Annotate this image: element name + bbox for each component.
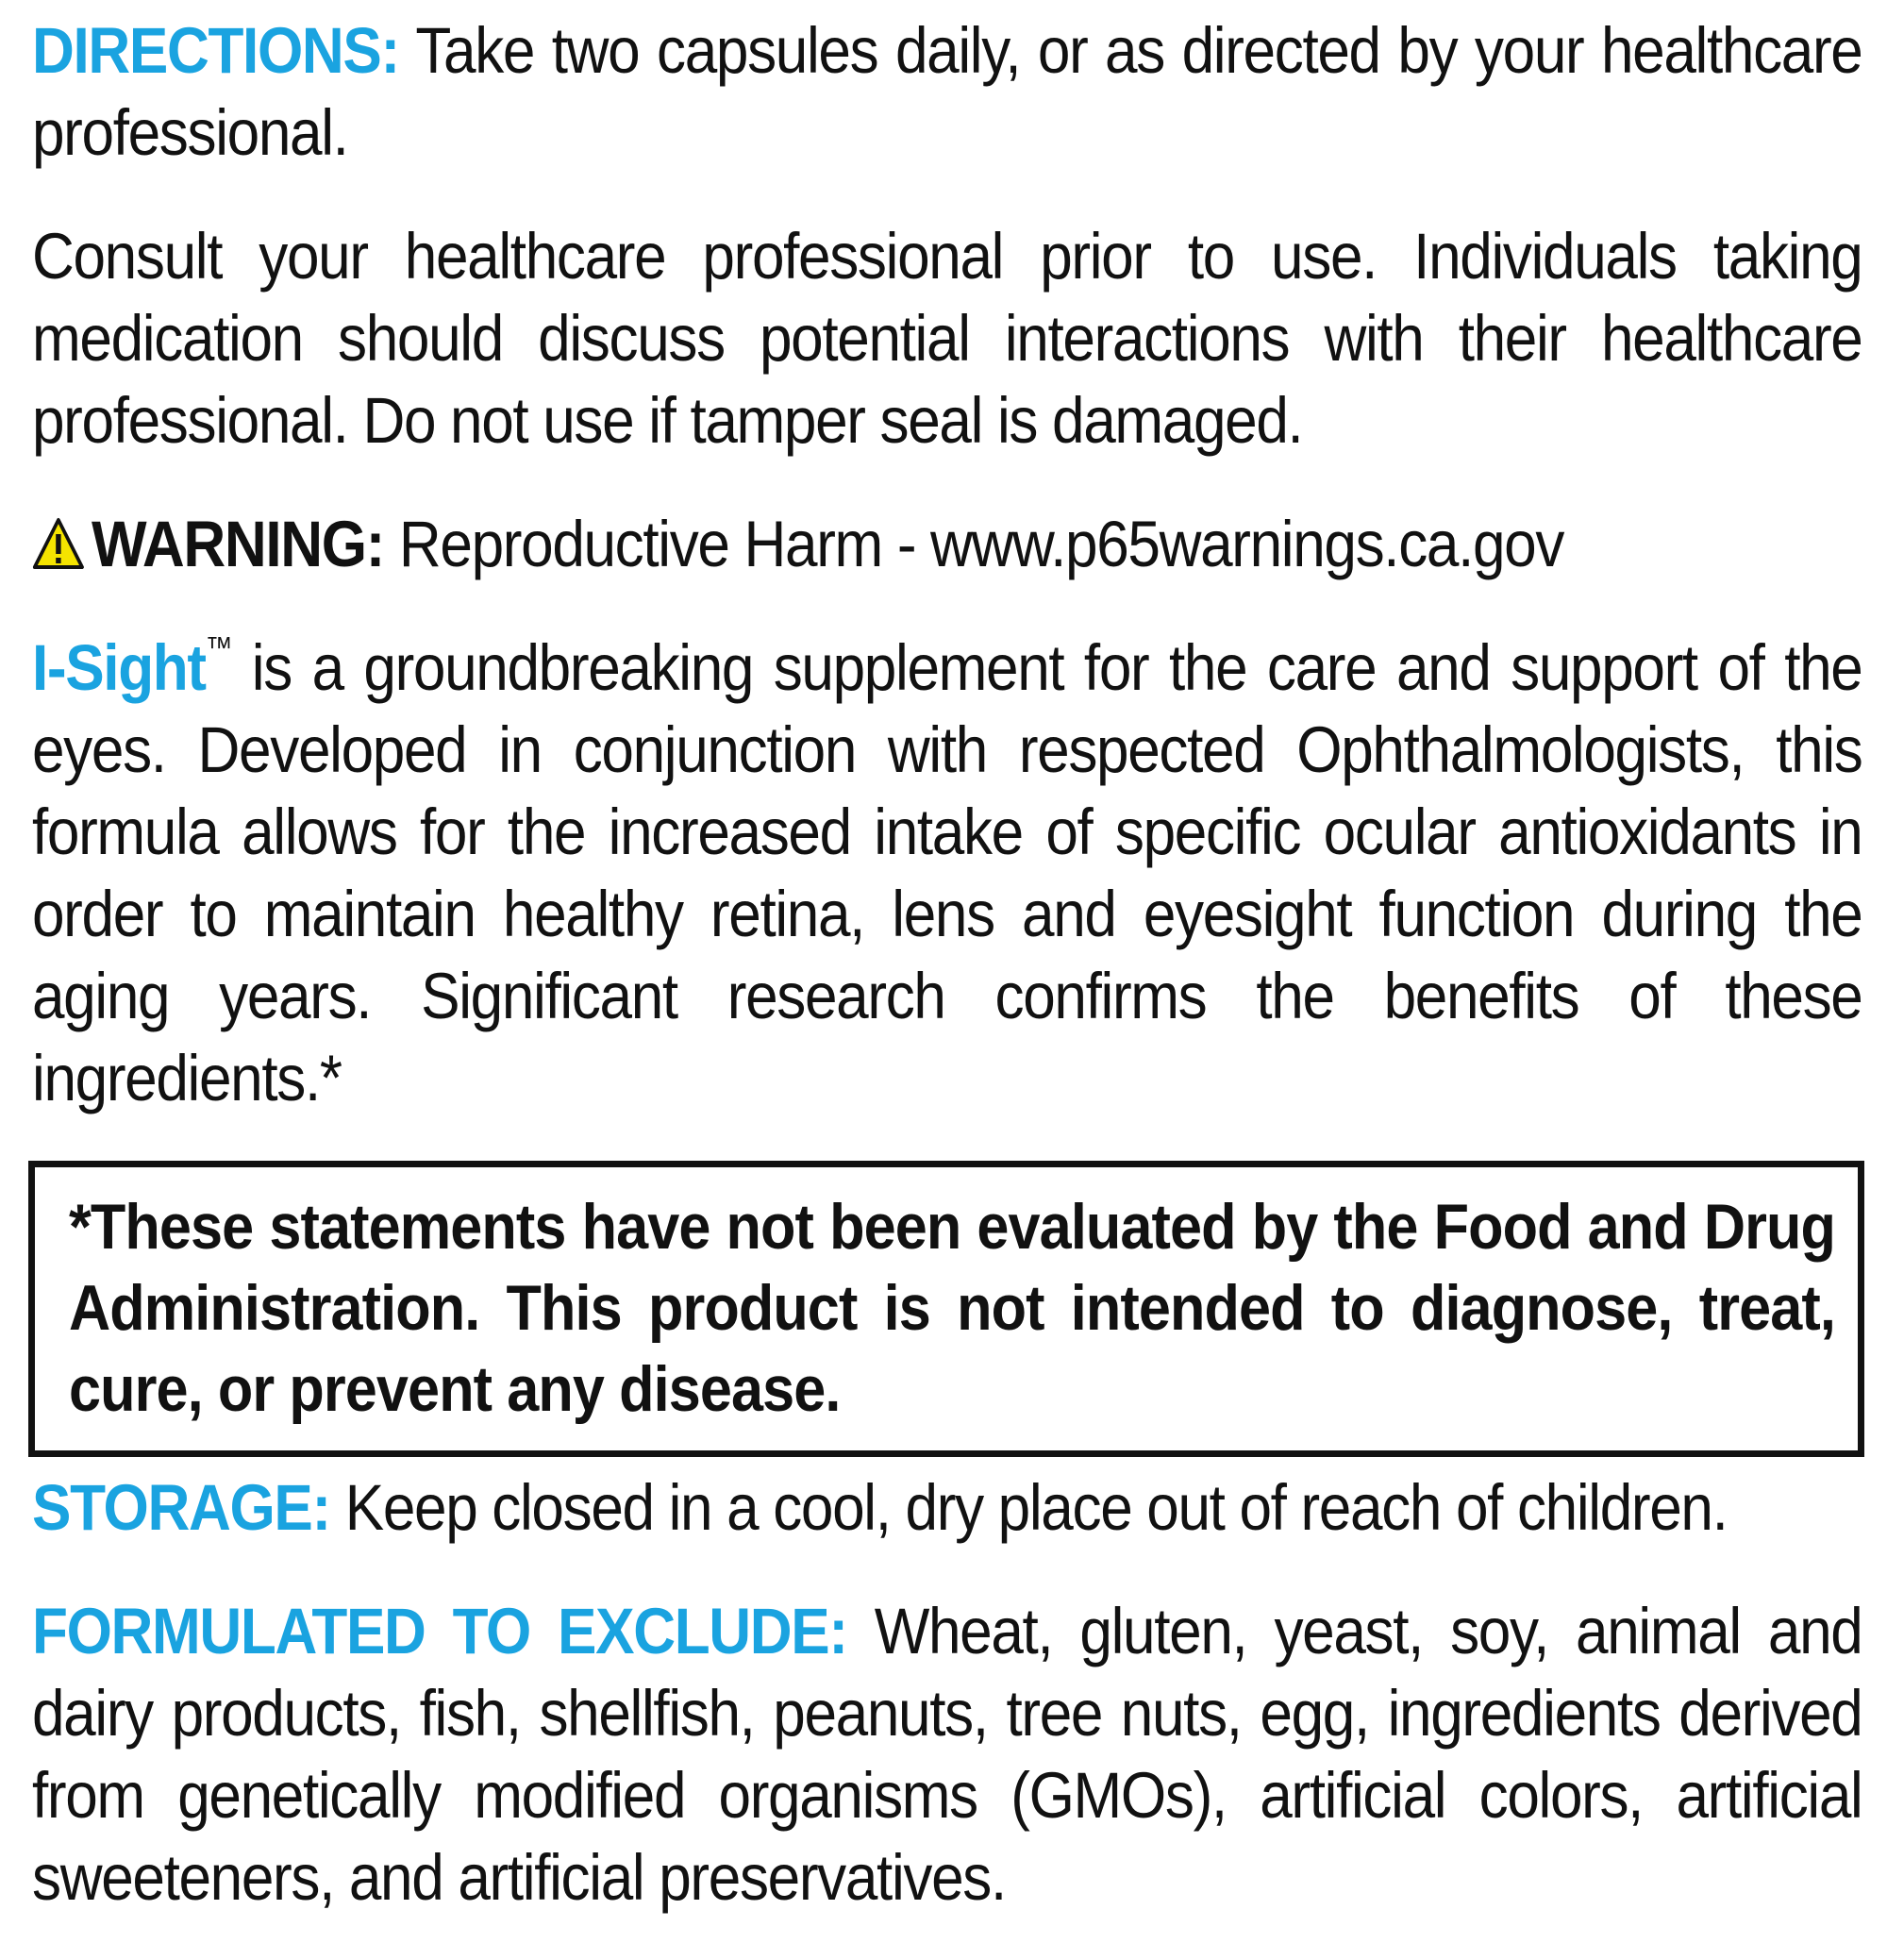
description-text: is a groundbreaking supplement for the care and support of the eyes. Developed in conjunction with respected Ophthalmologists, this formula allows for the increased intake of specific ocular antioxidants in order to maintain healthy retina, lens and eyesight function during the aging years. Significant research confirms the benefits of these ingredients.* — [32, 631, 1862, 1114]
directions-label: DIRECTIONS: — [32, 14, 399, 87]
description-paragraph — [32, 627, 1862, 1119]
warning-triangle-icon — [32, 507, 85, 560]
fda-disclaimer-box — [28, 1161, 1864, 1457]
directions-paragraph — [32, 9, 1862, 174]
formulated-paragraph — [32, 1590, 1862, 1918]
warning-paragraph — [32, 503, 1862, 585]
storage-label: STORAGE: — [32, 1471, 330, 1544]
consult-text: Consult your healthcare professional prior to use. Individuals taking medication should discuss potential interactions with their healthcare professional. Do not use if tamper seal is damaged. — [32, 220, 1862, 457]
formulated-label: FORMULATED TO EXCLUDE: — [32, 1595, 847, 1667]
trademark-symbol: ™ — [205, 630, 232, 664]
directions-text: Take two capsules daily, or as directed by your healthcare professional. — [32, 14, 1862, 169]
consult-paragraph — [32, 215, 1862, 461]
brand-name: I-Sight — [32, 631, 206, 704]
warning-label: WARNING: — [92, 508, 385, 580]
fda-disclaimer-text: *These statements have not been evaluated by the Food and Drug Administration. This product is not intended to diagnose, treat, cure, or prevent any disease. — [69, 1191, 1835, 1425]
label-panel — [32, 9, 1862, 1960]
storage-text: Keep closed in a cool, dry place out of reach of children. — [329, 1471, 1728, 1544]
formulated-text: Wheat, gluten, yeast, soy, animal and dairy products, fish, shellfish, peanuts, tree nuts, egg, ingredients derived from genetically modified organisms (GMOs), artificial colors, artificial sweeteners, and artificial preservatives. — [32, 1595, 1862, 1914]
warning-text: Reproductive Harm - www.p65warnings.ca.gov — [384, 508, 1564, 580]
storage-paragraph — [32, 1466, 1862, 1549]
